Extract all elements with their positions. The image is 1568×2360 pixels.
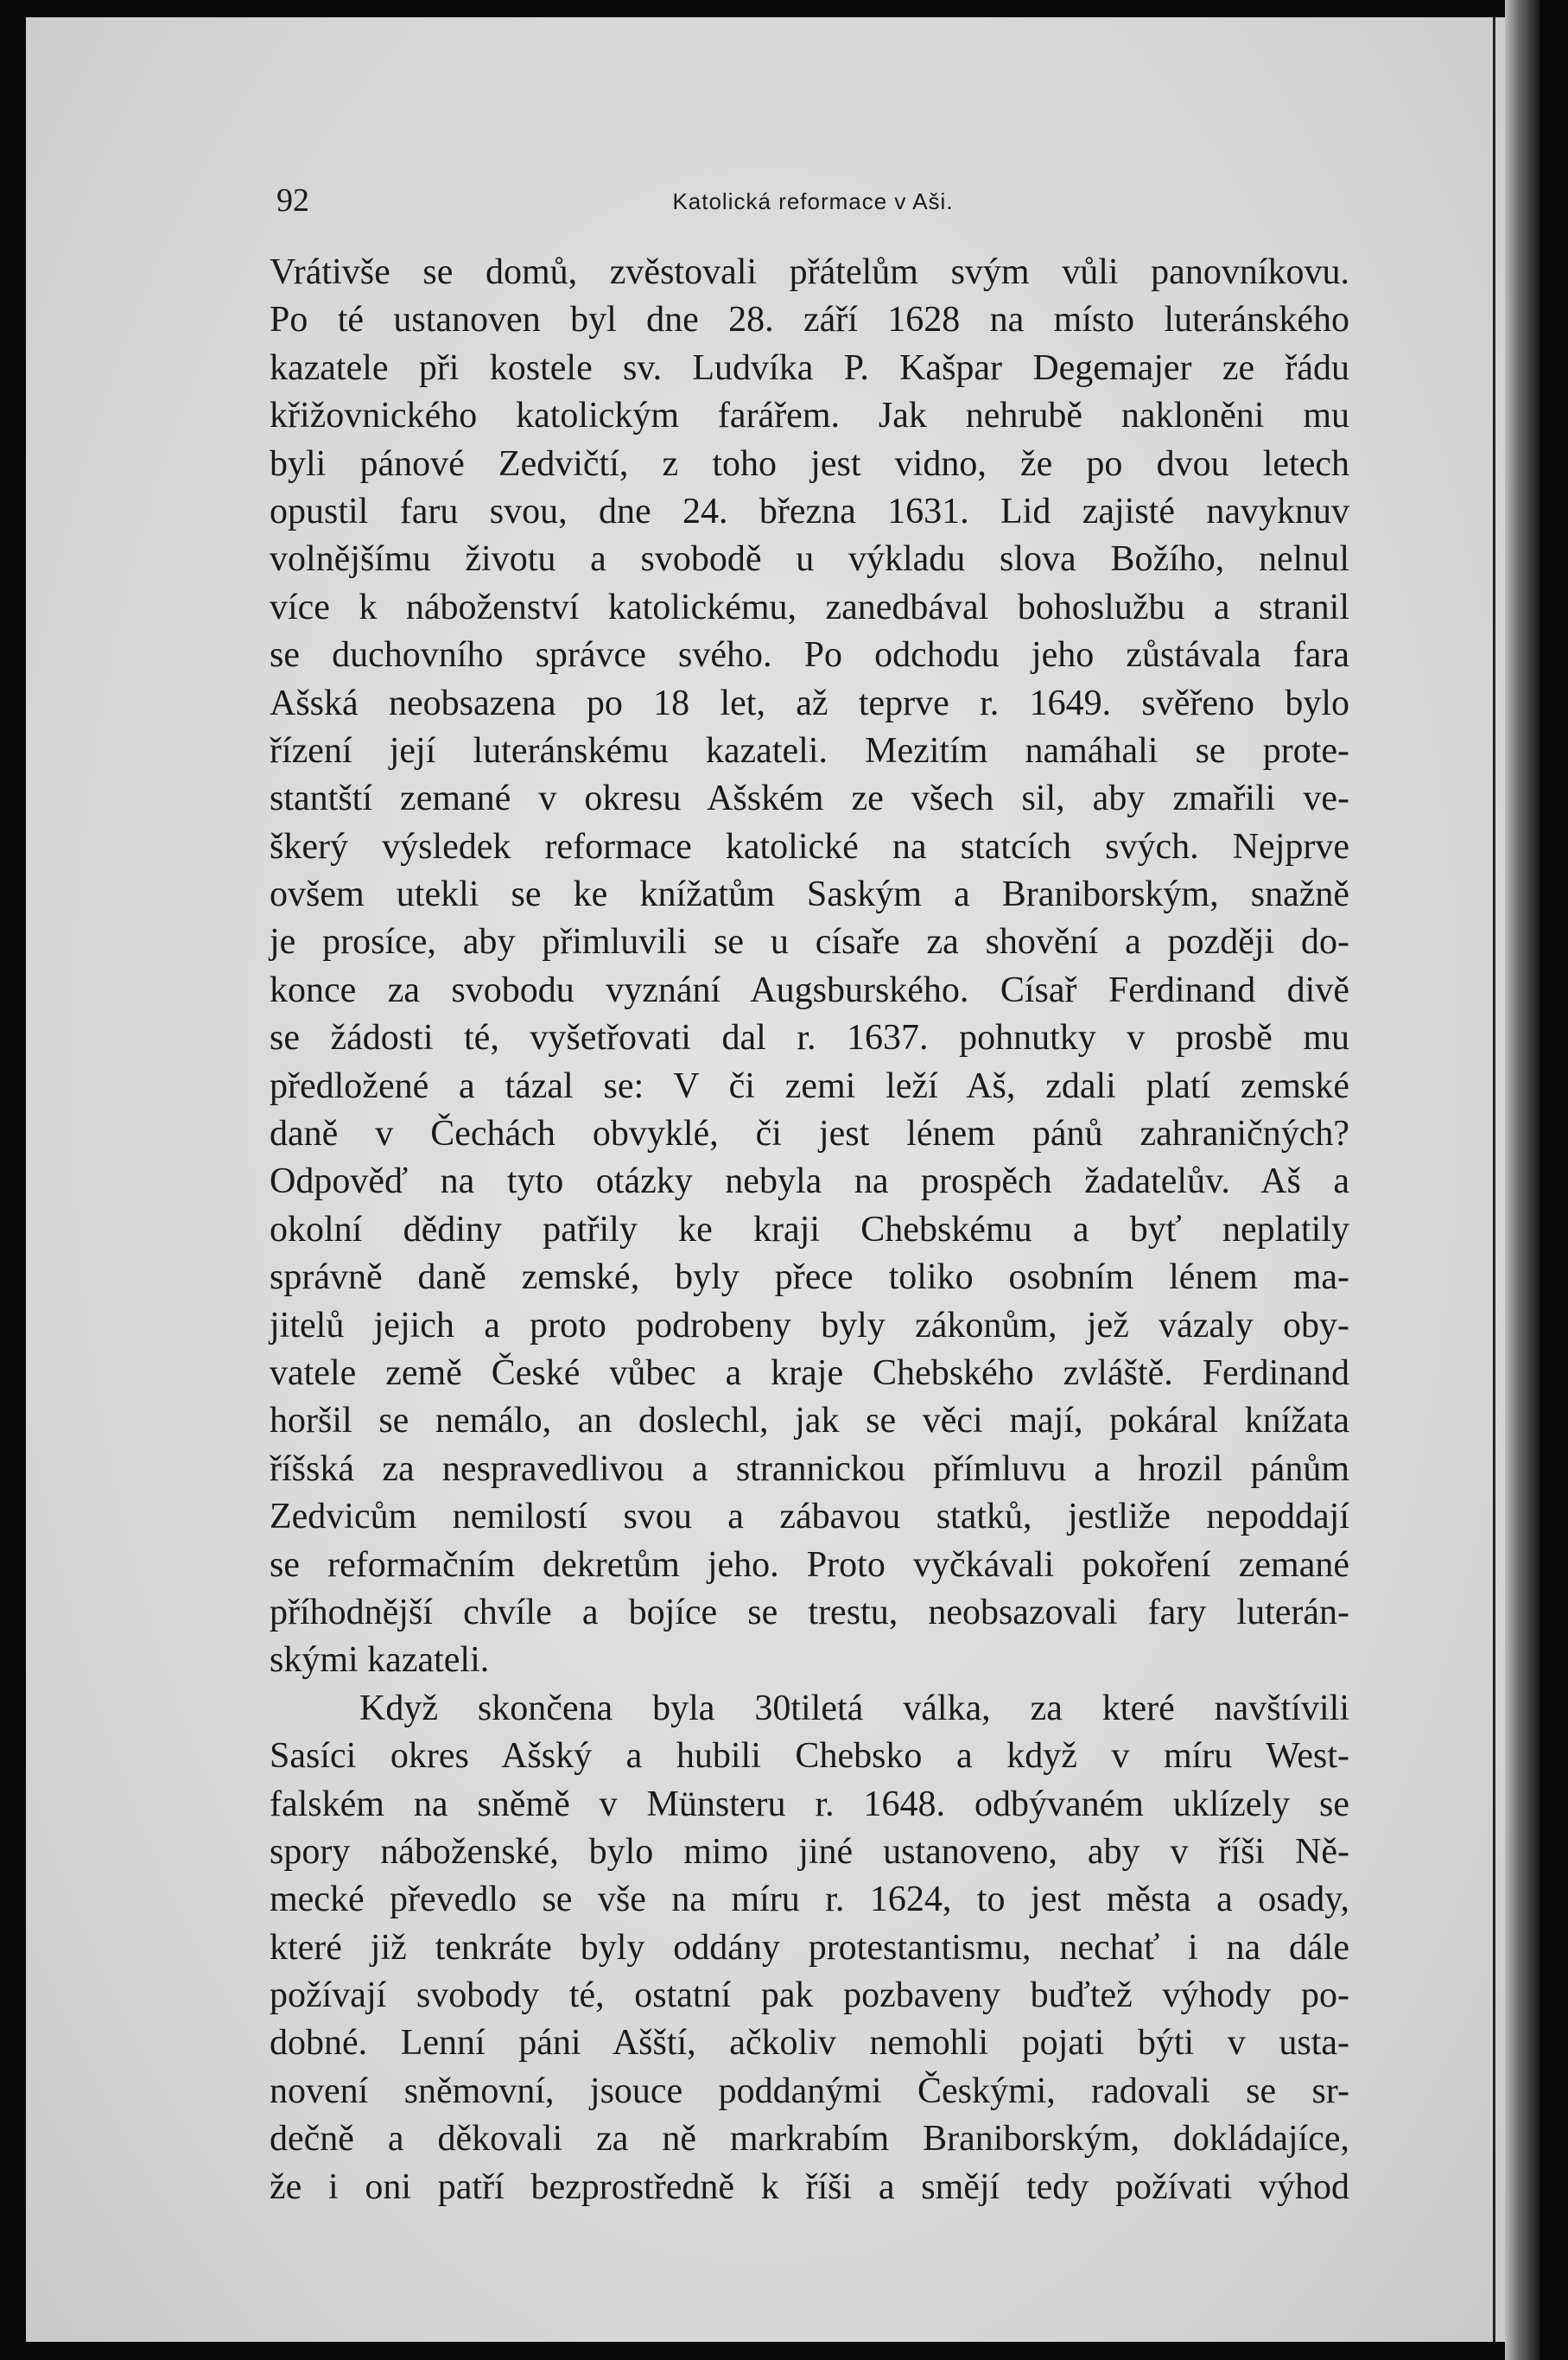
text-line: Ašská neobsazena po 18 let, až teprve r. 1649. svěřeno bylo xyxy=(270,683,1349,723)
text-line: jitelů jejich a proto podrobeny byly zákonům, jež vázaly oby- xyxy=(270,1305,1349,1345)
text-line: volnějšímu životu a svobodě u výkladu slova Božího, nelnul xyxy=(270,539,1349,580)
text-line: se žádosti té, vyšetřovati dal r. 1637. pohnutky v prosbě mu xyxy=(270,1018,1349,1059)
text-line: ovšem utekli se ke knížatům Saským a Braniborským, snažně xyxy=(270,875,1349,915)
text-line: příhodnější chvíle a bojíce se trestu, neobsazovali fary luterán- xyxy=(270,1592,1349,1632)
text-line: že i oni patří bezprostředně k říši a smějí tedy požívati výhod xyxy=(270,2166,1349,2207)
text-line: Po té ustanoven byl dne 28. září 1628 na místo luteránského xyxy=(270,300,1349,340)
text-line: říšská za nespravedlivou a strannickou přímluvu a hrozil pánům xyxy=(270,1448,1349,1489)
text-line: řízení její luteránskému kazateli. Mezitím namáhali se prote- xyxy=(270,730,1349,771)
body-text xyxy=(270,249,1349,2211)
text-line: stantští zemané v okresu Ašském ze všech sil, aby zmařili ve- xyxy=(270,779,1349,819)
text-line: Vrátivše se domů, zvěstovali přátelům svým vůli panovníkovu. xyxy=(270,252,1349,292)
page-number: 92 xyxy=(276,182,309,219)
text-line: více k náboženství katolickému, zanedbával bohoslužbu a stranil xyxy=(270,587,1349,627)
text-line: vatele země České vůbec a kraje Chebského zvláště. Ferdinand xyxy=(270,1352,1349,1393)
page-edge-line xyxy=(1493,17,1495,2342)
paragraph-end-line: skými kazateli. xyxy=(270,1640,490,1681)
text-line: Sasíci okres Ašský a hubili Chebsko a když v míru West- xyxy=(270,1736,1349,1777)
text-line: mecké převedlo se vše na míru r. 1624, to jest města a osady, xyxy=(270,1880,1349,1920)
text-line: konce za svobodu vyznání Augsburského. Císař Ferdinand divě xyxy=(270,970,1349,1010)
text-line: je prosíce, aby přimluvili se u císaře za shovění a později do- xyxy=(270,922,1349,963)
text-line: Odpověď na tyto otázky nebyla na prospěch žadatelův. Aš a xyxy=(270,1161,1349,1202)
text-line: Zedvicům nemilostí svou a zábavou statků, jestliže nepoddají xyxy=(270,1497,1349,1537)
text-line: daně v Čechách obvyklé, či jest lénem pánů zahraničných? xyxy=(270,1114,1349,1155)
text-line: které již tenkráte byly oddány protestantismu, nechať i na dále xyxy=(270,1927,1349,1968)
text-line: křižovnického katolickým farářem. Jak nehrubě nakloněni mu xyxy=(270,396,1349,436)
text-line: se duchovního správce svého. Po odchodu jeho zůstávala fara xyxy=(270,635,1349,676)
text-line: byli pánové Zedvičtí, z toho jest vidno, že po dvou letech xyxy=(270,443,1349,484)
page-header xyxy=(276,181,1349,225)
text-line: dobné. Lenní páni Ašští, ačkoliv nemohli pojati býti v usta- xyxy=(270,2023,1349,2064)
text-line: opustil faru svou, dne 24. března 1631. Lid zajisté navyknuv xyxy=(270,491,1349,531)
text-line: se reformačním dekretům jeho. Proto vyčkávali pokoření zemané xyxy=(270,1544,1349,1585)
text-line: spory náboženské, bylo mimo jiné ustanoveno, aby v říši Ně- xyxy=(270,1831,1349,1872)
text-line: požívají svobody té, ostatní pak pozbaveny buďtež výhody po- xyxy=(270,1975,1349,2016)
text-line: horšil se nemálo, an doslechl, jak se věci mají, pokáral knížata xyxy=(270,1401,1349,1441)
paragraph-start-line: Když skončena byla 30tiletá válka, za které navštívili xyxy=(359,1688,1349,1728)
text-line: kazatele při kostele sv. Ludvíka P. Kašpar Degemajer ze řádu xyxy=(270,347,1349,388)
text-line: dečně a děkovali za ně markrabím Braniborským, dokládajíce, xyxy=(270,2119,1349,2160)
text-line: novení sněmovní, jsouce poddanými Českými, radovali se sr- xyxy=(270,2071,1349,2111)
text-line: okolní dědiny patřily ke kraji Chebskému a byť neplatily xyxy=(270,1209,1349,1250)
book-spine-edge xyxy=(1505,0,1539,2360)
text-line: škerý výsledek reformace katolické na statcích svých. Nejprve xyxy=(270,826,1349,867)
text-line: falském na sněmě v Münsteru r. 1648. odbývaném uklízely se xyxy=(270,1784,1349,1824)
running-title: Katolická reformace v Aši. xyxy=(672,188,954,214)
text-line: správně daně zemské, byly přece toliko osobním lénem ma- xyxy=(270,1257,1349,1298)
text-line: předložené a tázal se: V či zemi leží Aš, zdali platí zemské xyxy=(270,1065,1349,1106)
